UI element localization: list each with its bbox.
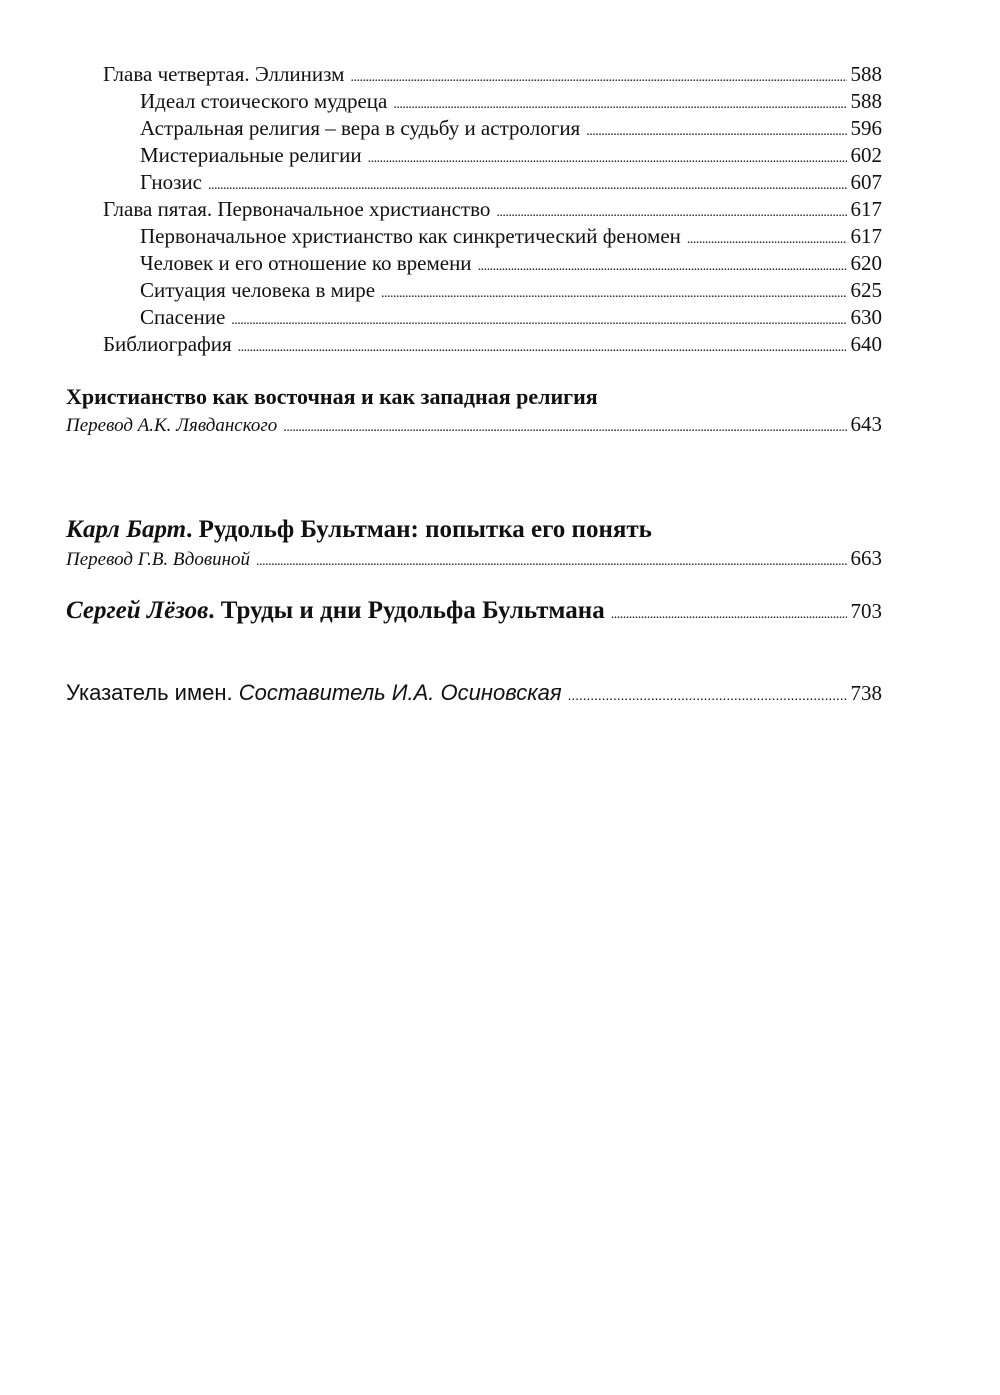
toc-entry-bibliography — [103, 331, 882, 361]
toc-entry-index — [66, 679, 882, 709]
author-name: Сергей Лёзов — [66, 597, 209, 624]
dot-leader — [478, 250, 847, 280]
toc-entry-title: Библиография — [103, 332, 232, 356]
dot-leader — [496, 196, 846, 226]
toc-entry-page: 617 — [850, 197, 882, 221]
dot-leader — [687, 223, 847, 253]
toc-entry-page: 620 — [850, 251, 882, 275]
dot-leader — [283, 412, 846, 441]
toc-entry-barth-translator — [66, 545, 882, 575]
toc-entry-page: 640 — [850, 332, 882, 356]
toc-entry-syncretic-phenomenon — [140, 223, 882, 253]
work-title: . Рудольф Бультман: попытка его понять — [186, 516, 652, 543]
toc-entry-page: 602 — [850, 143, 882, 167]
toc-entry-gnosis — [140, 169, 882, 199]
toc-entry-page: 738 — [850, 681, 882, 705]
dot-leader — [568, 679, 847, 709]
toc-entry-page: 588 — [850, 62, 882, 86]
dot-leader — [350, 61, 846, 91]
dot-leader — [381, 277, 846, 307]
toc-entry-page: 625 — [850, 278, 882, 302]
toc-entry-page: 588 — [850, 89, 882, 113]
dot-leader — [208, 169, 847, 199]
toc-entry-title: Мистериальные религии — [140, 143, 362, 167]
toc-entry-man-in-world — [140, 277, 882, 307]
toc-entry-lezov — [66, 597, 882, 628]
dot-leader — [368, 142, 847, 172]
toc-entry-page: 663 — [850, 546, 882, 570]
toc-entry-title: Человек и его отношение ко времени — [140, 251, 472, 275]
toc-entry-astral-religion — [140, 115, 882, 145]
dot-leader — [393, 88, 846, 118]
toc-entry-page: 617 — [850, 224, 882, 248]
toc-entry-christianity-translator — [66, 411, 882, 441]
toc-entry-salvation — [140, 304, 882, 334]
toc-entry-page: 703 — [850, 599, 882, 623]
dot-leader — [238, 331, 847, 361]
index-label: Указатель имен. — [66, 680, 239, 705]
translator-credit: Перевод Г.В. Вдовиной — [66, 549, 251, 570]
section-title-barth — [66, 516, 652, 544]
author-name: Карл Барт — [66, 516, 187, 543]
toc-entry-title: Первоначальное христианство как синкретический феномен — [140, 224, 681, 248]
translator-credit: Перевод А.К. Лявданского — [66, 415, 278, 436]
toc-entry-chapter-5 — [103, 196, 882, 226]
toc-entry-page: 596 — [850, 116, 882, 140]
work-title: . Труды и дни Рудольфа Бультмана — [208, 597, 605, 624]
toc-entry-title: Гнозис — [140, 170, 202, 194]
toc-entry-title: Ситуация человека в мире — [140, 278, 376, 302]
dot-leader — [586, 115, 846, 145]
dot-leader — [256, 546, 846, 575]
toc-entry-page: 607 — [850, 170, 882, 194]
toc-entry-title: Глава пятая. Первоначальное христианство — [103, 197, 491, 221]
toc-entry-man-and-time — [140, 250, 882, 280]
toc-entry-title: Спасение — [140, 305, 226, 329]
dot-leader — [611, 597, 847, 628]
toc-entry-mystery-religions — [140, 142, 882, 172]
toc-entry-chapter-4 — [103, 61, 882, 91]
toc-entry-page: 630 — [850, 305, 882, 329]
toc-entry-title: Идеал стоического мудреца — [140, 89, 388, 113]
section-title-christianity: Христианство как восточная и как западная религия — [66, 384, 598, 409]
toc-entry-stoic-sage — [140, 88, 882, 118]
dot-leader — [231, 304, 846, 334]
compiler-credit: Составитель И.А. Осиновская — [238, 680, 562, 705]
toc-entry-page: 643 — [850, 412, 882, 436]
toc-entry-title: Астральная религия – вера в судьбу и астрология — [140, 116, 581, 140]
toc-entry-title: Глава четвертая. Эллинизм — [103, 62, 345, 86]
